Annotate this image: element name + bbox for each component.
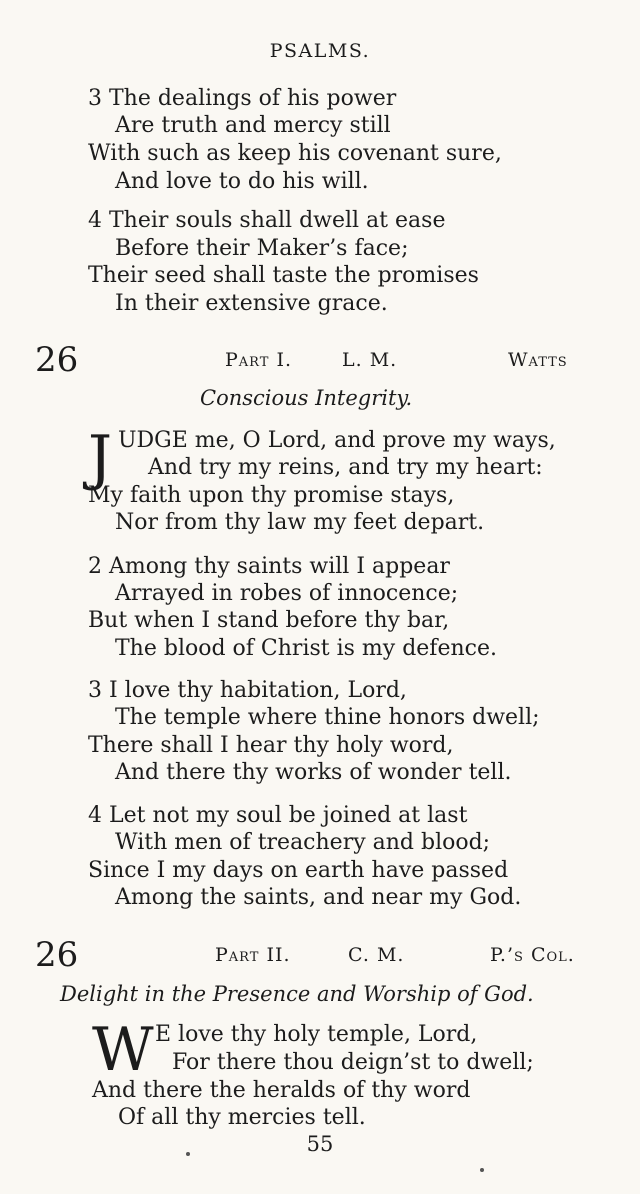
verse-line: 2 Among thy saints will I appear [88, 554, 450, 579]
drop-cap: W [92, 1015, 154, 1085]
verse-line: UDGE me, O Lord, and prove my ways, [118, 428, 556, 453]
hymn-part-label: Part I. [225, 349, 292, 371]
verse-line: Nor from thy law my feet depart. [115, 510, 485, 535]
verse-line: E love thy holy temple, Lord, [155, 1022, 478, 1047]
verse-line: And love to do his will. [115, 169, 369, 194]
hymn-meter: C. M. [348, 944, 405, 966]
verse-line: For there thou deign’st to dwell; [172, 1050, 534, 1075]
verse-line: And there the heralds of thy word [92, 1078, 471, 1103]
verse-line: Their seed shall taste the promises [88, 263, 479, 288]
hymn-subtitle: Delight in the Presence and Worship of God. [60, 982, 534, 1006]
verse-line: And there thy works of wonder tell. [115, 760, 512, 785]
drop-cap: J [88, 423, 113, 493]
verse-line: 4 Let not my soul be joined at last [88, 803, 468, 828]
verse-line: With such as keep his covenant sure, [88, 141, 502, 166]
verse-line: Among the saints, and near my God. [115, 885, 522, 910]
hymn-meter: L. M. [342, 349, 398, 371]
print-speck [480, 1168, 484, 1172]
verse-line: Arrayed in robes of innocence; [115, 581, 459, 606]
verse-line: Of all thy mercies tell. [118, 1105, 366, 1130]
verse-line: 3 The dealings of his power [88, 86, 397, 111]
running-head: PSALMS. [269, 40, 371, 62]
hymn-number: 26 [35, 340, 79, 380]
verse-line: The blood of Christ is my defence. [115, 636, 497, 661]
hymn-author: P.’s Col. [490, 944, 575, 966]
verse-line: Since I my days on earth have passed [88, 858, 509, 883]
hymn-author: Watts [508, 349, 568, 371]
verse-line: 4 Their souls shall dwell at ease [88, 208, 446, 233]
verse-line: 3 I love thy habitation, Lord, [88, 678, 407, 703]
verse-line: There shall I hear thy holy word, [88, 733, 454, 758]
hymn-number: 26 [35, 935, 79, 975]
verse-line: In their extensive grace. [115, 291, 388, 316]
verse-line: Are truth and mercy still [115, 113, 391, 138]
hymn-part-label: Part II. [215, 944, 291, 966]
verse-line: And try my reins, and try my heart: [148, 455, 543, 480]
verse-line: But when I stand before thy bar, [88, 608, 450, 633]
verse-line: With men of treachery and blood; [115, 830, 491, 855]
print-speck [186, 1152, 190, 1156]
verse-line: Before their Maker’s face; [115, 236, 409, 261]
page-number: 55 [306, 1132, 334, 1156]
hymn-subtitle: Conscious Integrity. [200, 386, 413, 410]
verse-line: The temple where thine honors dwell; [115, 705, 540, 730]
verse-line: My faith upon thy promise stays, [88, 483, 455, 508]
